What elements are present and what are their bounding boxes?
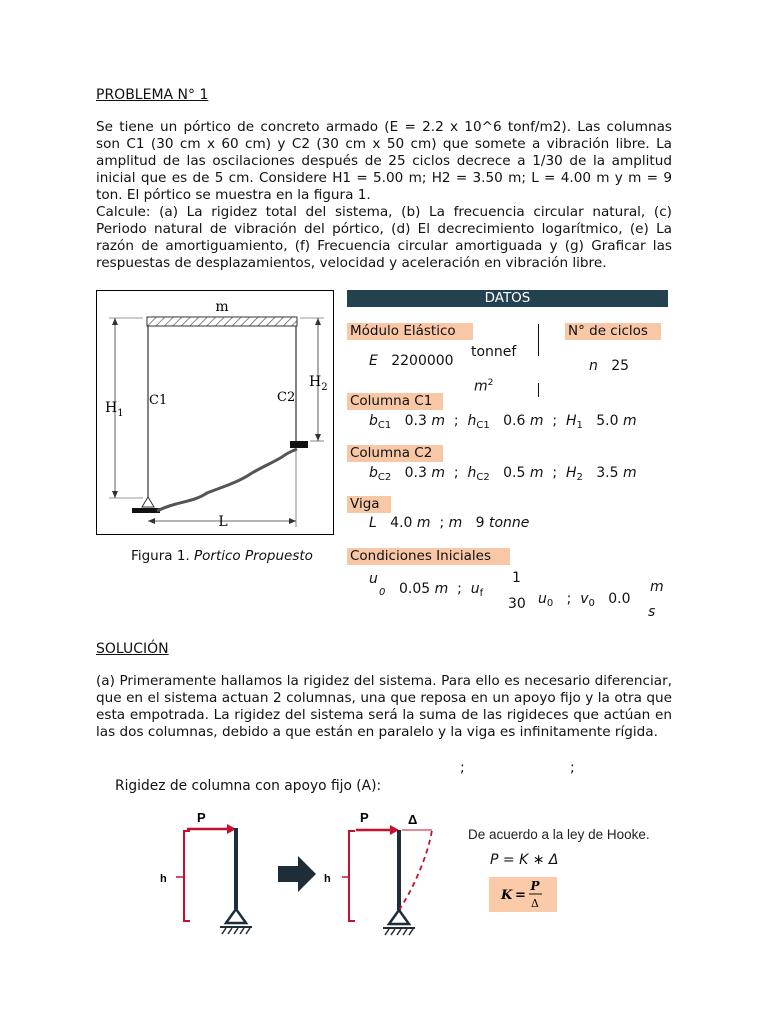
- viga-row: L 4.0 m ; m 9 tonne: [369, 515, 530, 531]
- bracket-line-2: [538, 383, 539, 397]
- svg-text:K: K: [501, 888, 513, 903]
- l-label: L: [218, 514, 228, 530]
- mass-label: m: [215, 299, 229, 315]
- caption-italic: Portico Propuesto: [194, 548, 313, 564]
- solution-paragraph: (a) Primeramente hallamos la rigidez del sistema. Para ello es necesario diferenciar, que en el sistema actuan 2 columnas, una que reposa en un apoyo fijo y la otra que esta empotrada. La rigidez del sistema será la suma de las rigideces que actúan en las dos columnas, debido a que están en paralelo y la viga es infinitamente rígida.: [96, 673, 672, 740]
- n-row: n 25: [589, 358, 630, 374]
- uf-rest: $u_0$ ; $v_0$ 0.0: [538, 591, 631, 609]
- v0-unit-num: m: [650, 579, 664, 595]
- u0-sym: u: [369, 571, 378, 587]
- pin-base: [132, 508, 160, 513]
- p-label-2: P: [360, 810, 369, 825]
- uf-den: 30: [508, 596, 526, 612]
- figure-1-frame: [96, 290, 334, 535]
- columna-c2-tag: Columna C2: [347, 445, 443, 462]
- fixed-support: [290, 441, 308, 448]
- c1-label: C1: [149, 393, 168, 408]
- hooke-text: De acuerdo a la ley de Hooke.: [468, 827, 650, 842]
- svg-text:=: =: [515, 888, 526, 903]
- k-formula-box: [489, 877, 557, 912]
- rigidez-label: Rigidez de columna con apoyo fijo (A):: [115, 778, 382, 794]
- uf-num: 1: [512, 570, 521, 586]
- h-bracket-1: [184, 831, 190, 921]
- e-unit-den: $m^2$: [474, 378, 494, 395]
- pin-support: [142, 497, 154, 507]
- columna-c1-tag: Columna C1: [347, 393, 443, 410]
- k-formula: [489, 877, 557, 912]
- solution-title: SOLUCIÓN: [96, 641, 169, 657]
- deflected-shape: [399, 830, 432, 910]
- problem-title: PROBLEMA N° 1: [96, 87, 209, 103]
- bracket-line: [538, 324, 539, 356]
- condiciones-tag: Condiciones Iniciales: [347, 548, 510, 565]
- h2-label: $H_2$: [309, 374, 328, 393]
- v0-unit-den: s: [648, 604, 656, 620]
- pin-1: [226, 909, 246, 923]
- svg-text:Δ: Δ: [531, 897, 539, 910]
- h-bracket-2: [349, 831, 355, 921]
- p-label: P: [197, 810, 206, 825]
- u0-sub: 0: [379, 587, 386, 598]
- beam-rect: [147, 317, 297, 326]
- separator-2: ;: [570, 760, 575, 776]
- modulo-tag: Módulo Elástico: [347, 323, 473, 340]
- transform-arrow: [278, 856, 316, 892]
- ic-row: 0.05 m ; $u_f$: [399, 581, 484, 599]
- viga-tag: Viga: [347, 496, 391, 513]
- c1-row: $b_{C1}$ 0.3 m ; $h_{C1}$ 0.6 m ; $H_1$ 5.0 m: [369, 413, 637, 431]
- h1-label: $H_1$: [105, 400, 124, 419]
- problem-questions: Calcule: (a) La rigidez total del sistema, (b) La frecuencia circular natural, (c) Periodo natural de vibración del pórtico, (d) El decrecimiento logarítmico, (e) La razón de amortiguamiento, (f) Frecuencia circular amortiguada y (g) Graficar las respuestas de desplazamientos, velocidad y aceleración en vibración libre.: [96, 204, 672, 271]
- pin-2: [389, 910, 409, 924]
- hooke-formula: P = K ∗ Δ: [490, 852, 559, 868]
- c2-row: $b_{C2}$ 0.3 m ; $h_{C2}$ 0.5 m ; $H_2$ 3.5 m: [369, 465, 637, 483]
- h-label-2: h: [324, 873, 331, 885]
- problem-statement: Se tiene un pórtico de concreto armado (E = 2.2 x 10^6 tonf/m2). Las columnas son C1 (30 cm x 60 cm) y C2 (30 cm x 50 cm) que somete a vibración libre. La amplitud de las oscilaciones después de 25 ciclos decrece a 1/30 de la amplitud inicial que es de 5 cm. Considere H1 = 5.00 m; H2 = 3.50 m; L = 4.00 m y m = 9 ton. El pórtico se muestra en la figura 1.: [96, 119, 672, 203]
- caption-prefix: Figura 1.: [131, 548, 190, 564]
- ground-line: [157, 449, 297, 511]
- ciclos-tag: N° de ciclos: [565, 323, 661, 340]
- c2-label: C2: [277, 390, 296, 405]
- h-label-1: h: [160, 873, 167, 885]
- datos-header: DATOS: [347, 290, 668, 307]
- portico-diagram: [97, 291, 333, 534]
- e-unit-num: tonnef: [471, 344, 517, 360]
- separator-1: ;: [460, 760, 465, 776]
- hooke-diagram: [150, 806, 450, 942]
- delta-label: Δ: [408, 812, 418, 827]
- e-row: E 2200000: [369, 353, 454, 369]
- figure-caption: [96, 548, 348, 564]
- svg-text:P: P: [530, 879, 540, 893]
